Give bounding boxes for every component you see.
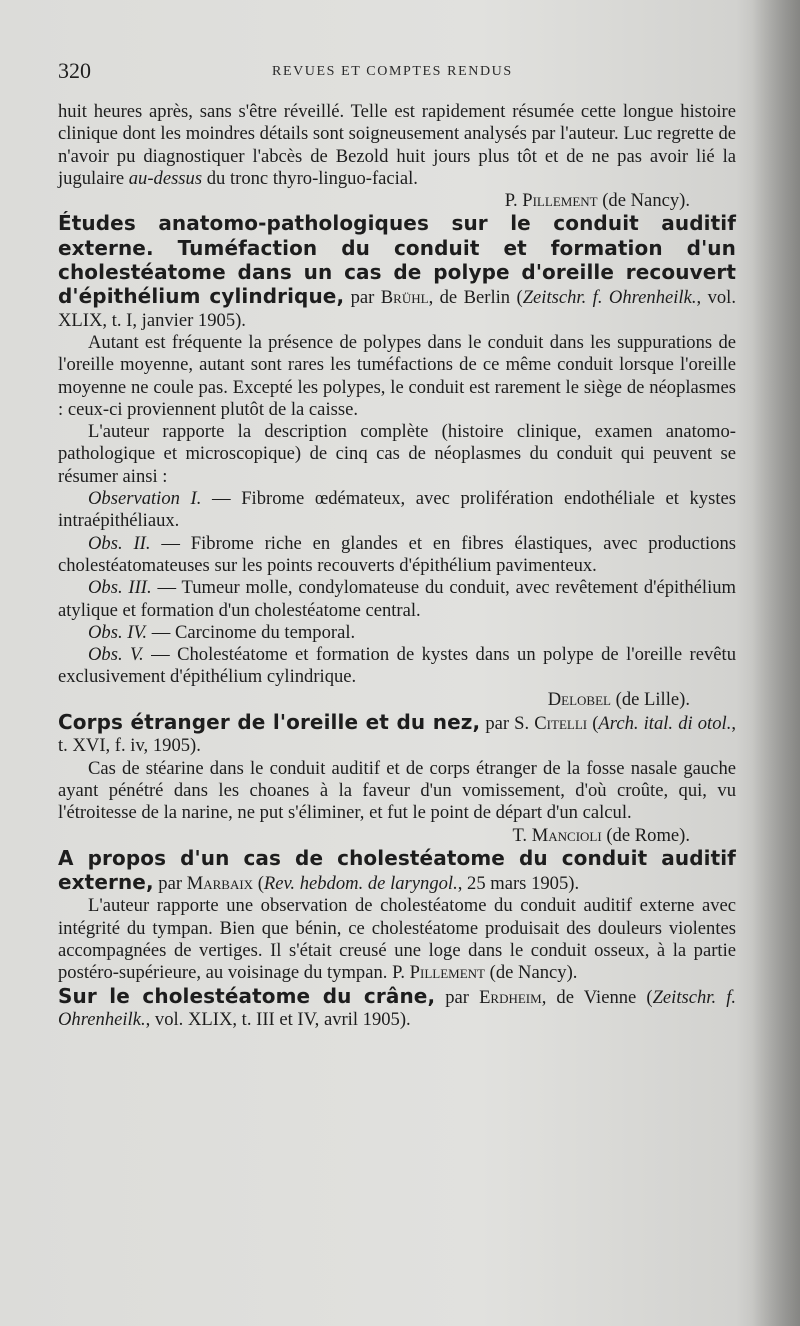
entry-1-heading: Études anatomo-pathologiques sur le conduit auditif externe. Tuméfaction du conduit et formation d'un cholestéatome dans un cas de polype d'oreille recouvert d'épithélium cylindrique, par Brühl, de Berlin (Zeitschr. f. Ohrenheilk., vol. XLIX, t. I, janvier 1905). <box>58 211 736 331</box>
entry-4-heading: Sur le cholestéatome du crâne, par Erdheim, de Vienne (Zeitschr. f. Ohrenheilk., vol. XLIX, t. III et IV, avril 1905). <box>58 983 737 1030</box>
running-head: REVUES ET COMPTES RENDUS <box>272 64 513 79</box>
intro-signature: P. Pillement (de Nancy). <box>504 190 690 212</box>
page-header <box>58 58 758 88</box>
entry-4-title: Sur le cholestéatome du crâne, <box>58 983 436 1008</box>
entry-2-signature: T. Mancioli (de Rome). <box>512 824 690 846</box>
entry-2-heading: Corps étranger de l'oreille et du nez, par S. Citelli (Arch. ital. di otol., t. XVI, f. iv, 1905). <box>58 710 736 757</box>
observation-item: Obs. III. — Tumeur molle, condylomateuse du conduit, avec revêtement d'épithélium atylique et formation d'un cholestéatome central. <box>58 577 736 621</box>
entry-1-paragraph-1: Autant est fréquente la présence de polypes dans le conduit dans les suppurations de l'oreille moyenne, autant sont rares les tuméfactions de ce même conduit lorsque l'oreille moyenne ne coule pas. Excepté les polypes, le conduit est rarement le siège de néoplasmes : ceux-ci proviennent plutôt de la caisse. <box>58 331 736 420</box>
page-number: 320 <box>58 58 91 83</box>
entry-2-title: Corps étranger de l'oreille et du nez, <box>58 710 481 735</box>
entry-1-paragraph-2: L'auteur rapporte la description complète (histoire clinique, examen anatomo-pathologique et microscopique) de cinq cas de néoplasmes du conduit qui peuvent se résumer ainsi : <box>58 421 736 487</box>
observation-item: Observation I. — Fibrome œdémateux, avec prolifération endothéliale et kystes intraépithéliaux. <box>58 488 736 532</box>
signature-name: Pillement <box>522 190 598 212</box>
entry-1-journal: Zeitschr. f. Ohrenheilk. <box>522 287 697 309</box>
signature-name: Pillement <box>409 962 485 984</box>
entry-1-signature: Delobel (de Lille). <box>547 688 690 710</box>
entry-2-journal: Arch. ital. di otol. <box>598 713 732 735</box>
observation-item: Obs. V. — Cholestéatome et formation de kystes dans un polype de l'oreille revêtu exclusivement d'épithélium cylindrique. <box>58 644 736 688</box>
entry-1-title: Études anatomo-pathologiques sur le conduit auditif externe. Tuméfaction du conduit et formation d'un cholestéatome dans un cas de polype d'oreille recouvert d'épithélium cylindrique, <box>58 211 736 309</box>
entry-4-journal: Zeitschr. f. Ohrenheilk. <box>58 986 737 1030</box>
observation-item: Obs. II. — Fibrome riche en glandes et en fibres élastiques, avec productions cholestéatomateuses sur les points recouverts d'épithélium pavimenteux. <box>58 532 736 576</box>
intro-text: huit heures après, sans s'être réveillé. Telle est rapidement résumée cette longue histoire clinique dont les moindres détails sont soigneusement analysés par l'auteur. Luc regrette de n'avoir pu diagnostiquer l'abcès de Bezold huit jours plus tôt et de ne pas avoir lié la jugulaire <box>58 101 736 189</box>
entry-3-journal: Rev. hebdom. de laryngol. <box>263 873 458 895</box>
observation-item: Obs. IV. — Carcinome du temporal. <box>88 621 356 643</box>
entry-2-paragraph-1: Cas de stéarine dans le conduit auditif et de corps étranger de la fosse nasale gauche ayant pénétré dans les choanes à la faveur d'un vomissement, d'où croûte, qui, vu l'étroitesse de la narine, ne put s'éliminer, et fut le point de départ d'un calcul. <box>58 757 736 824</box>
article-body <box>58 101 736 1031</box>
intro-paragraph <box>58 101 736 190</box>
entry-3-paragraph-1: L'auteur rapporte une observation de cholestéatome du conduit auditif externe avec intégrité du tympan. Bien que bénin, ce cholestéatome produisait des douleurs violentes accompagnées de vertiges. Il s'était creusé une loge dans le conduit osseux, à la partie postéro-supérieure, au voisinage du tympan. P. Pillement (de Nancy). <box>58 895 736 984</box>
signature-name: Mancioli <box>531 824 602 846</box>
entry-1-author: Brühl <box>380 287 429 309</box>
intro-italic: au-dessus <box>128 167 203 189</box>
page-edge-shadow <box>752 0 800 1326</box>
entry-3-title: A propos d'un cas de cholestéatome du conduit auditif externe, <box>58 845 736 895</box>
signature-name: Delobel <box>547 688 611 710</box>
entry-3-author: Marbaix <box>186 873 254 895</box>
entry-4-author: Erdheim <box>479 986 542 1008</box>
entry-3-heading: A propos d'un cas de cholestéatome du conduit auditif externe, par Marbaix (Rev. hebdom. de laryngol., 25 mars 1905). <box>58 845 736 895</box>
intro-text-after: du tronc thyro-linguo-facial. <box>202 167 418 189</box>
entry-2-author: Citelli <box>534 713 588 735</box>
